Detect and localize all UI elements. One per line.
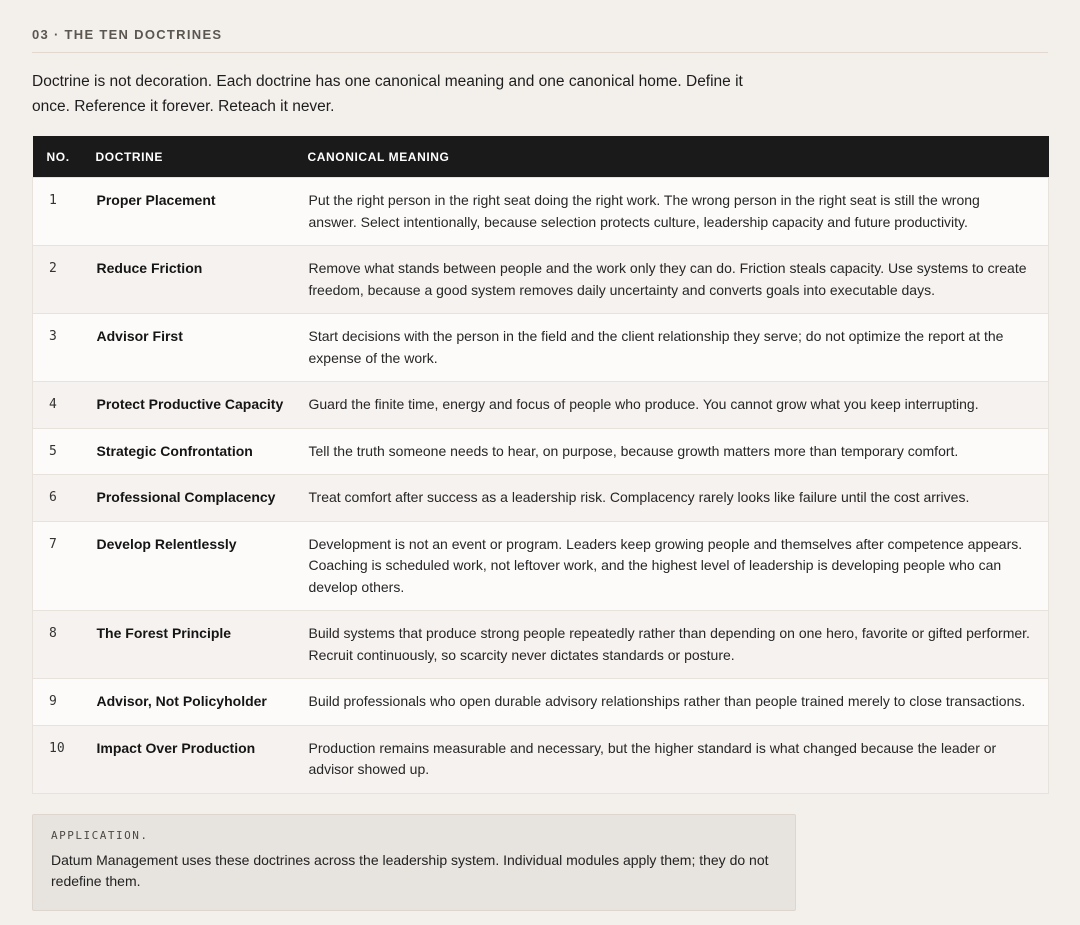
table-row bbox=[33, 725, 1049, 793]
section-label: 03 · THE TEN DOCTRINES bbox=[32, 27, 223, 42]
doctrine-number: 2 bbox=[33, 246, 96, 314]
table-row bbox=[33, 428, 1049, 475]
table-row bbox=[33, 611, 1049, 679]
table-row bbox=[33, 246, 1049, 314]
intro-paragraph: Doctrine is not decoration. Each doctrine has one canonical meaning and one canonical home. Define it once. Reference it forever. Reteach it never. bbox=[32, 73, 743, 115]
table-row bbox=[33, 679, 1049, 726]
doctrine-meaning: Remove what stands between people and the work only they can do. Friction steals capacity. Use systems to create freedom, because a good system removes daily uncertainty and converts goals into executable days. bbox=[308, 246, 1049, 314]
header-meaning: CANONICAL MEANING bbox=[308, 136, 1049, 178]
doctrine-name: Protect Productive Capacity bbox=[96, 382, 308, 429]
doctrine-number: 4 bbox=[33, 382, 96, 429]
doctrine-meaning: Build systems that produce strong people repeatedly rather than depending on one hero, favorite or gifted performer. Recruit continuously, so scarcity never dictates standards or posture. bbox=[308, 611, 1049, 679]
doctrine-name: Advisor First bbox=[96, 314, 308, 382]
doctrine-meaning: Build professionals who open durable advisory relationships rather than people trained merely to close transactions. bbox=[308, 679, 1049, 726]
doctrine-name: Impact Over Production bbox=[96, 725, 308, 793]
doctrine-name: Develop Relentlessly bbox=[96, 521, 308, 611]
table-row bbox=[33, 475, 1049, 522]
doctrine-meaning: Treat comfort after success as a leadership risk. Complacency rarely looks like failure until the cost arrives. bbox=[308, 475, 1049, 522]
doctrine-name: Strategic Confrontation bbox=[96, 428, 308, 475]
doctrine-number: 8 bbox=[33, 611, 96, 679]
doctrine-name: Reduce Friction bbox=[96, 246, 308, 314]
doctrine-meaning: Production remains measurable and necessary, but the higher standard is what changed because the leader or advisor showed up. bbox=[308, 725, 1049, 793]
doctrine-meaning: Put the right person in the right seat doing the right work. The wrong person in the right seat is still the wrong answer. Select intentionally, because selection protects culture, leadership capacity and future productivity. bbox=[308, 178, 1049, 246]
application-callout bbox=[32, 814, 796, 911]
application-text: Datum Management uses these doctrines across the leadership system. Individual modules apply them; they do not redefine them. bbox=[51, 851, 769, 889]
doctrine-meaning: Development is not an event or program. Leaders keep growing people and themselves after competence appears. Coaching is scheduled work, not leftover work, and the highest level of leadership is developing people who can develop others. bbox=[308, 521, 1049, 611]
doctrine-name: Advisor, Not Policyholder bbox=[96, 679, 308, 726]
table-row bbox=[33, 382, 1049, 429]
table-header-row bbox=[33, 136, 1049, 178]
doctrine-number: 7 bbox=[33, 521, 96, 611]
doctrine-name: The Forest Principle bbox=[96, 611, 308, 679]
doctrine-number: 5 bbox=[33, 428, 96, 475]
doctrine-number: 6 bbox=[33, 475, 96, 522]
doctrine-number: 9 bbox=[33, 679, 96, 726]
doctrine-number: 10 bbox=[33, 725, 96, 793]
doctrine-name: Professional Complacency bbox=[96, 475, 308, 522]
doctrines-section bbox=[32, 0, 1048, 911]
doctrine-meaning: Tell the truth someone needs to hear, on purpose, because growth matters more than temporary comfort. bbox=[308, 428, 1049, 475]
doctrine-meaning: Start decisions with the person in the field and the client relationship they serve; do not optimize the report at the expense of the work. bbox=[308, 314, 1049, 382]
doctrines-table bbox=[32, 136, 1049, 794]
header-no: NO. bbox=[33, 136, 96, 178]
doctrine-meaning: Guard the finite time, energy and focus of people who produce. You cannot grow what you keep interrupting. bbox=[308, 382, 1049, 429]
header-doctrine: DOCTRINE bbox=[96, 136, 308, 178]
table-row bbox=[33, 178, 1049, 246]
doctrine-name: Proper Placement bbox=[96, 178, 308, 246]
doctrine-number: 1 bbox=[33, 178, 96, 246]
section-divider bbox=[32, 52, 1048, 53]
application-label: APPLICATION. bbox=[51, 828, 149, 842]
table-row bbox=[33, 521, 1049, 611]
table-row bbox=[33, 314, 1049, 382]
doctrine-number: 3 bbox=[33, 314, 96, 382]
